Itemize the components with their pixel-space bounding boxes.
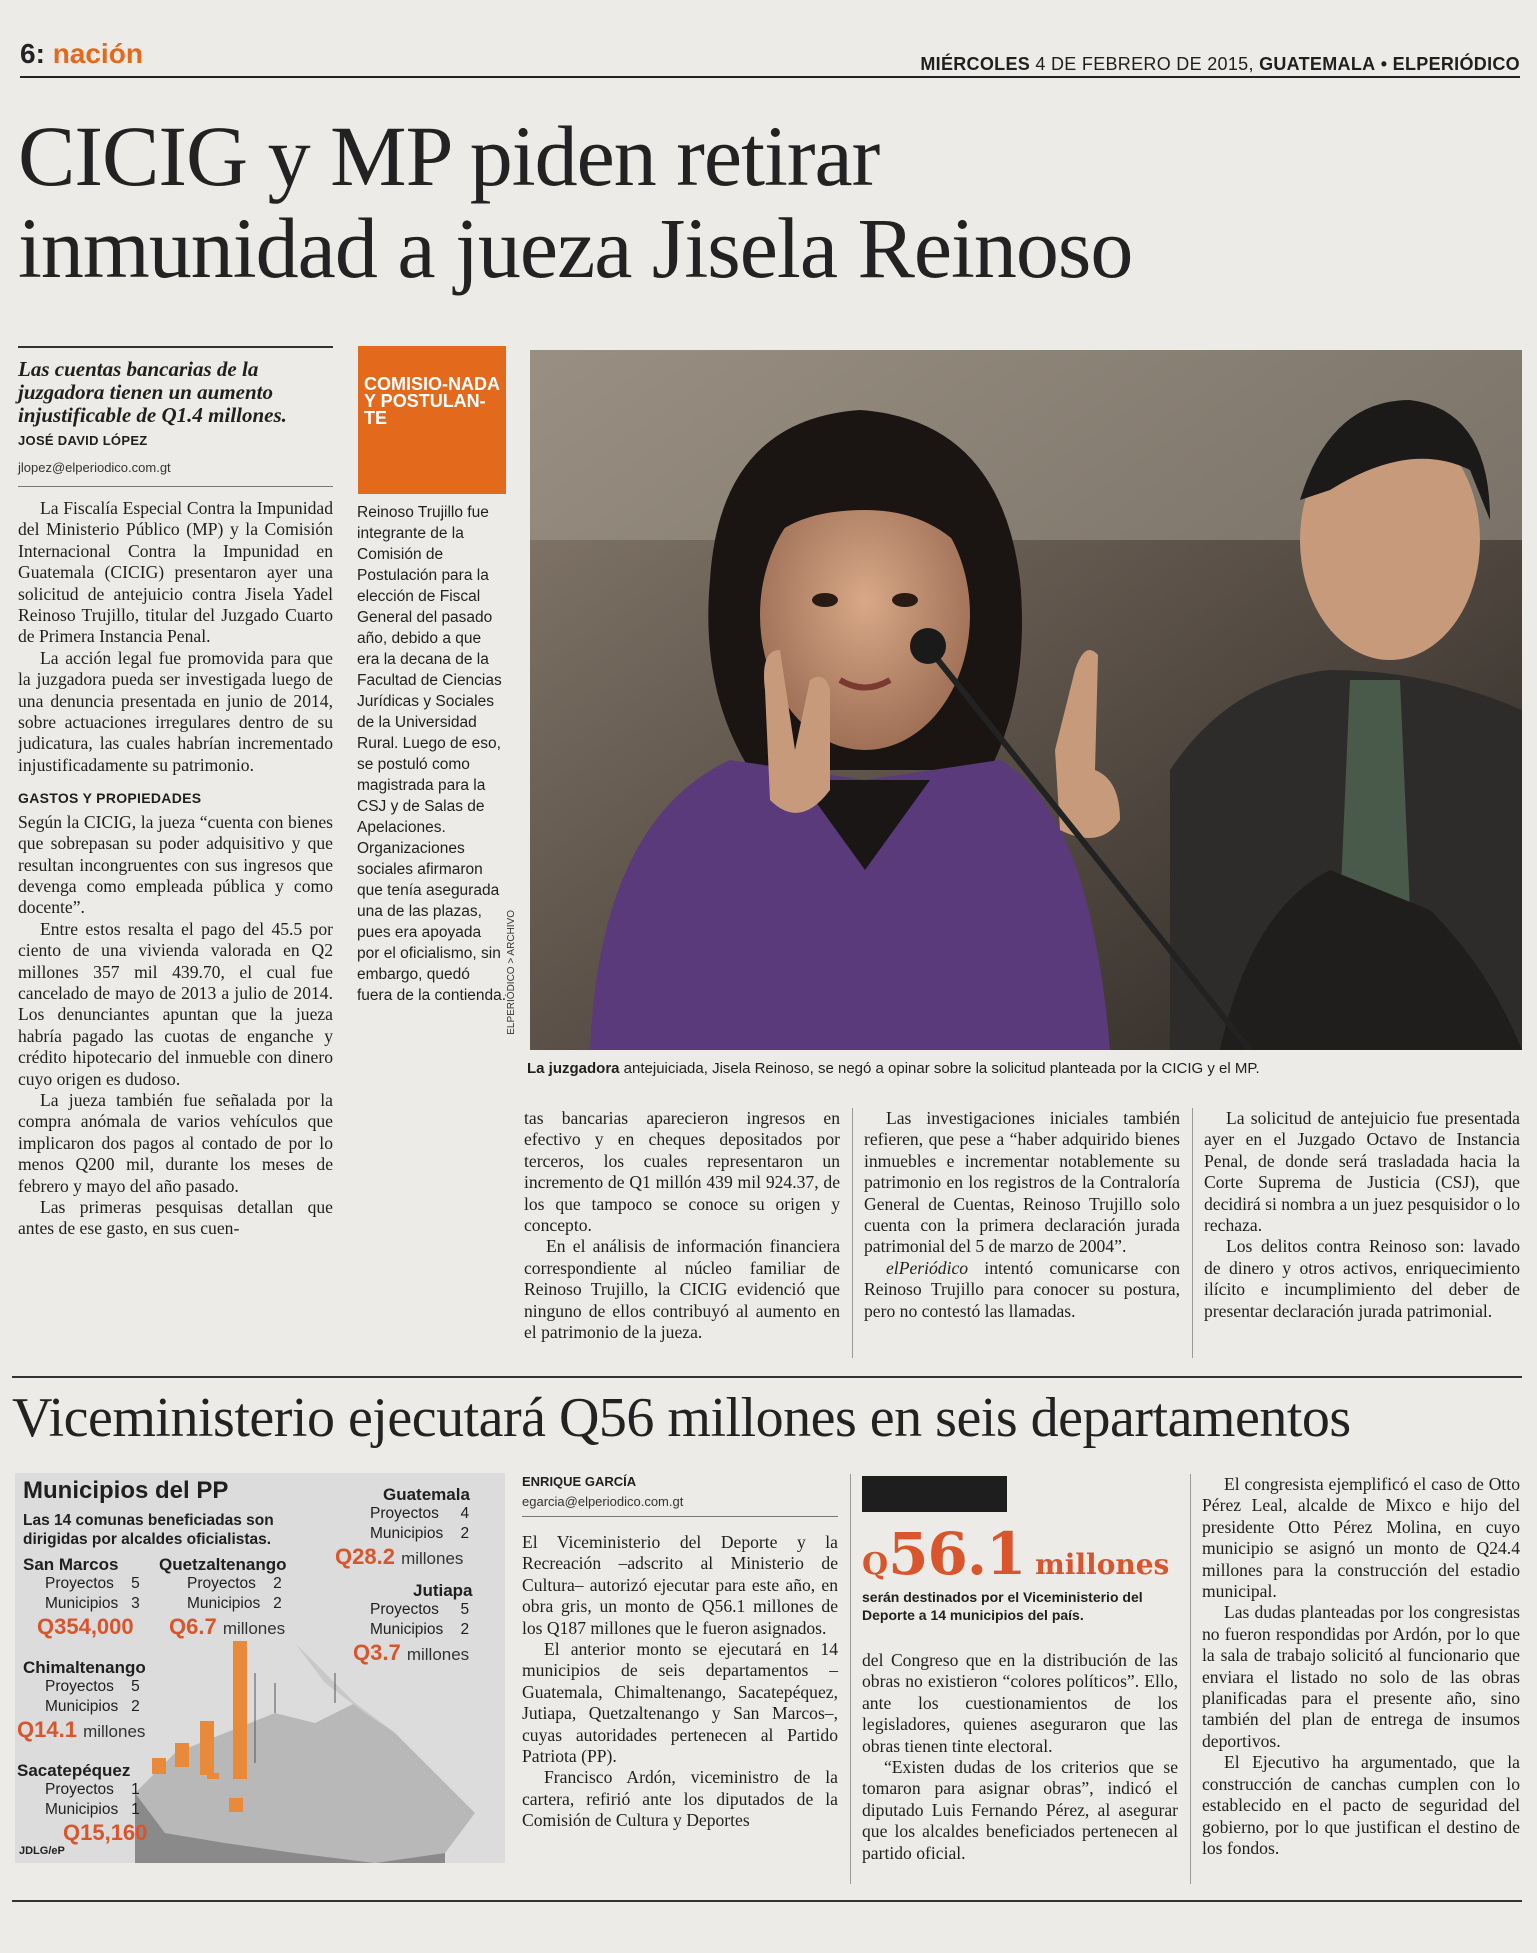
story1-column-1 xyxy=(18,498,333,1240)
proj-label: Proyectos xyxy=(45,1678,114,1695)
mun-label: Municipios xyxy=(370,1621,444,1638)
dept-amount: Q3.7 xyxy=(353,1640,401,1665)
proj-label: Proyectos xyxy=(370,1601,439,1618)
dept-name: Quetzaltenango xyxy=(159,1555,287,1574)
dateline-day: MIÉRCOLES xyxy=(920,54,1031,74)
dept-unit: millones xyxy=(83,1722,146,1741)
paragraph: Los delitos contra Reinoso son: lavado de dinero y otros activos, enriquecimiento ilícito e incumplimiento del deber de presentar declaración jurada patrimonial. xyxy=(1204,1236,1520,1321)
dept-name: Jutiapa xyxy=(413,1581,473,1600)
news-photo xyxy=(530,350,1522,1050)
byline-email-2: egarcia@elperiodico.com.gt xyxy=(522,1494,684,1509)
infographic-credit: JDLG/eP xyxy=(19,1845,65,1857)
mun-label: Municipios xyxy=(187,1595,261,1612)
byline: JOSÉ DAVID LÓPEZ xyxy=(18,433,148,448)
paragraph: del Congreso que en la distribución de las obras no existieron “colores políticos”. Ello, ante los cuestionamientos de los legisladores, quienes aseguraron que las obras tienen tinte electoral. xyxy=(862,1650,1178,1756)
paragraph: El Ejecutivo ha argumentado, que la construcción de canchas cumplen con lo establecido en el pacto de seguridad del gobierno, por lo que justifican el destino de los fondos. xyxy=(1202,1752,1520,1858)
sidebar-title: COMISIO-NADA Y POSTULAN-TE xyxy=(364,374,500,428)
main-headline xyxy=(18,110,1498,294)
paragraph: Las primeras pesquisas detallan que antes de ese gasto, en sus cuen- xyxy=(18,1197,333,1239)
mun-value: 1 xyxy=(131,1801,140,1818)
headline-line-2: inmunidad a jueza Jisela Reinoso xyxy=(18,200,1133,296)
byline-2: ENRIQUE GARCÍA xyxy=(522,1474,637,1489)
caption-lead: La juzgadora xyxy=(527,1060,620,1077)
paper-name-italic: elPeriódico xyxy=(886,1257,969,1278)
photo-caption xyxy=(527,1060,1527,1077)
story2-column-2 xyxy=(522,1532,838,1832)
paragraph: Las dudas planteadas por los congresistas no fueron respondidas por Ardón, por lo que la sala de trabajo solicitó al funcionario que enviara el listado no solo de las obras planificadas para el presente año, sino también del plan de entrega de insumos deportivos. xyxy=(1202,1602,1520,1751)
mun-value: 2 xyxy=(273,1595,282,1612)
dept-name: Guatemala xyxy=(383,1485,470,1504)
dept-amount: Q28.2 xyxy=(335,1544,395,1569)
second-headline: Viceministerio ejecutará Q56 millones en seis departamentos xyxy=(12,1387,1351,1449)
proj-value: 4 xyxy=(460,1505,470,1522)
dept-unit: millones xyxy=(401,1549,464,1568)
story2-column-4 xyxy=(1202,1474,1520,1859)
mun-label: Municipios xyxy=(45,1801,119,1818)
dept-name: Chimaltenango xyxy=(23,1658,146,1677)
bar-quetzaltenango xyxy=(175,1743,189,1767)
proj-label: Proyectos xyxy=(45,1781,114,1798)
bar-guatemala xyxy=(233,1641,247,1779)
deck-rule xyxy=(18,346,333,348)
byline-rule-2 xyxy=(522,1516,838,1517)
proj-value: 5 xyxy=(131,1678,140,1695)
mun-value: 2 xyxy=(460,1621,470,1638)
proj-value: 1 xyxy=(131,1781,140,1798)
story-separator xyxy=(12,1376,1522,1378)
photo-credit: ELPERIÓDICO > ARCHIVO xyxy=(506,910,517,1035)
infographic-municipios xyxy=(15,1473,505,1863)
mun-label: Municipios xyxy=(45,1595,119,1612)
column-divider xyxy=(850,1474,851,1884)
dateline-bullet: • xyxy=(1380,54,1388,74)
dateline xyxy=(920,54,1520,75)
column-divider xyxy=(1190,1474,1191,1884)
dept-amount: Q14.1 xyxy=(17,1717,77,1742)
pull-quote-figure xyxy=(862,1520,1169,1588)
pull-number: 56.1 xyxy=(888,1520,1026,1588)
bar-san-marcos xyxy=(152,1758,166,1774)
bar-chimaltenango xyxy=(200,1721,214,1775)
story1-column-3 xyxy=(864,1108,1180,1322)
subhead: GASTOS Y PROPIEDADES xyxy=(18,790,202,807)
paragraph: La acción legal fue promovida para que la juzgadora pueda ser investigada luego de una denuncia presentada en junio de 2014, sobre actuaciones irregulares dentro de su judicatura, las cuales habrían incrementado injustificadamente su patrimonio. xyxy=(18,647,333,775)
dept-name: San Marcos xyxy=(23,1555,119,1574)
story-deck: Las cuentas bancarias de la juzgadora tienen un aumento injustificable de Q1.4 millones. xyxy=(18,357,287,427)
pull-unit: millones xyxy=(1025,1548,1170,1581)
paragraph: tas bancarias aparecieron ingresos en efectivo y en cheques depositados por terceros, los cuales representaron un incremento de Q1 millón 439 mil 924.37, de los que tampoco se conoce su origen y concepto. xyxy=(524,1108,840,1236)
paragraph: “Existen dudas de los criterios que se tomaron para asignar obras”, indicó el diputado Luis Fernando Pérez, al asegurar que los alcaldes beneficiados pertenecen al partido oficial. xyxy=(862,1757,1178,1863)
paragraph: intentó comunicarse con Reinoso Trujillo para conocer su postura, pero no contestó las llamadas. xyxy=(864,1257,1180,1321)
dept-amount: Q6.7 xyxy=(169,1614,217,1639)
sidebar-title-box xyxy=(358,346,506,494)
photo-illustration xyxy=(530,350,1522,1050)
proj-value: 2 xyxy=(273,1575,282,1592)
dept-name: Sacatepéquez xyxy=(17,1761,131,1780)
column-divider xyxy=(1192,1108,1193,1358)
proj-label: Proyectos xyxy=(370,1505,439,1522)
paragraph: Según la CICIG, la jueza “cuenta con bienes que sobrepasan su poder adquisitivo y que resultan incongruentes con sus ingresos que devenga como empleada pública y como docente”. xyxy=(18,811,333,918)
caption-text: antejuiciada, Jisela Reinoso, se negó a opinar sobre la solicitud planteada por la CICIG y el MP. xyxy=(619,1060,1260,1077)
paragraph: El congresista ejemplificó el caso de Otto Pérez Leal, alcalde de Mixco e hijo del presidente Otto Pérez Molina, en cuyo municipio se asignó un monto de Q24.4 millones para la construcción del estadio municipal. xyxy=(1202,1474,1520,1602)
page-header xyxy=(20,38,1520,78)
paragraph: Francisco Ardón, viceministro de la cartera, refirió ante los diputados de la Comisión de Cultura y Deportes xyxy=(522,1767,838,1831)
dept-unit: millones xyxy=(222,1619,286,1638)
section-separator: : xyxy=(35,38,45,69)
story2-column-3 xyxy=(862,1650,1178,1864)
proj-label: Proyectos xyxy=(45,1575,114,1592)
pull-currency: Q xyxy=(862,1547,889,1582)
infographic-subtitle: Las 14 comunas beneficiadas son dirigidas por alcaldes oficialistas. xyxy=(23,1512,274,1548)
map-illustration xyxy=(115,1643,505,1863)
dept-unit: millones xyxy=(406,1645,470,1664)
proj-value: 5 xyxy=(460,1601,470,1618)
story1-column-4 xyxy=(1204,1108,1520,1322)
page-bottom-rule xyxy=(12,1900,1522,1902)
section-name: nación xyxy=(52,38,143,69)
dateline-city: GUATEMALA xyxy=(1259,54,1376,74)
proj-value: 5 xyxy=(131,1575,140,1592)
mun-label: Municipios xyxy=(45,1698,119,1715)
bar-jutiapa xyxy=(229,1798,243,1812)
mun-value: 3 xyxy=(131,1595,140,1612)
dept-amount: Q354,000 xyxy=(37,1614,134,1639)
page-number: 6 xyxy=(20,38,36,69)
bar-sacatepequez xyxy=(207,1773,219,1779)
story1-column-2 xyxy=(524,1108,840,1343)
byline-email: jlopez@elperiodico.com.gt xyxy=(18,460,171,475)
paragraph: Entre estos resalta el pago del 45.5 por ciento de una vivienda valorada en Q2 millones 357 mil 439.70, el cual fue cancelado de mayo de 2013 a julio de 2014. Los denunciantes apuntan que la jueza habría pagado las cuotas de enganche y crédito hipotecario del inmueble con dinero cuyo origen es dudoso. xyxy=(18,918,333,1089)
dateline-date: 4 DE FEBRERO DE 2015, xyxy=(1035,54,1254,74)
mun-label: Municipios xyxy=(370,1525,444,1542)
paragraph: La jueza también fue señalada por la compra anómala de varios vehículos que implicaron dos pagos al contado de por lo menos Q200 mil, durante los meses de febrero y mayo del año pasado. xyxy=(18,1089,333,1196)
infographic-title: Municipios del PP xyxy=(23,1477,229,1504)
paragraph: La Fiscalía Especial Contra la Impunidad del Ministerio Público (MP) y la Comisión Internacional Contra la Impunidad en Guatemala (CICIG) presentaron ayer una solicitud de antejuicio contra Jisela Yadel Reinoso Trujillo, titular del Juzgado Cuarto de Primera Instancia Penal. xyxy=(18,498,333,647)
proj-label: Proyectos xyxy=(187,1575,256,1592)
byline-rule xyxy=(18,486,333,487)
pull-quote-bar xyxy=(862,1476,1007,1512)
paragraph: La solicitud de antejuicio fue presentada ayer en el Juzgado Octavo de Instancia Penal, de donde será trasladada hacia la Corte Suprema de Justicia (CSJ), que decidirá si nombra a un juez pesquisidor o lo rechaza. xyxy=(1204,1108,1520,1236)
paragraph: En el análisis de información financiera correspondiente al núcleo familiar de Reinoso Trujillo, la CICIG evidenció que ninguno de ellos contribuyó al aumento en el patrimonio de la jueza. xyxy=(524,1236,840,1343)
mun-value: 2 xyxy=(460,1525,470,1542)
pull-quote-text: serán destinados por el Viceministerio del Deporte a 14 municipios del país. xyxy=(862,1589,1143,1623)
section-label xyxy=(20,38,143,70)
headline-line-1: CICIG y MP piden retirar xyxy=(18,108,880,204)
paragraph: El anterior monto se ejecutará en 14 municipios de seis departamentos –Guatemala, Chimaltenango, Sacatepéquez, Jutiapa, Quetzaltenango y San Marcos–, cuyas autoridades pertenecen al Partido Patriota (PP). xyxy=(522,1639,838,1767)
paragraph: Las investigaciones iniciales también refieren, que pese a “haber adquirido bienes inmuebles e incrementar notablemente su patrimonio en los registros de la Contraloría General de Cuentas, Reinoso Trujillo solo cuenta con la primera declaración jurada patrimonial del 5 de marzo de 2004”. xyxy=(864,1108,1180,1257)
mun-value: 2 xyxy=(131,1698,140,1715)
newspaper-name: ELPERIÓDICO xyxy=(1392,54,1520,74)
paragraph: El Viceministerio del Deporte y la Recreación –adscrito al Ministerio de Cultura– autorizó ejecutar para este año, en obra gris, un monto de Q56.1 millones de los Q187 millones que le fueron asignados. xyxy=(522,1532,838,1638)
sidebar-text: Reinoso Trujillo fue integrante de la Comisión de Postulación para la elección de Fiscal General del pasado año, debido a que era la decana de la Facultad de Ciencias Jurídicas y Sociales de la Universidad Rural. Luego de eso, se postuló como magistrada para la CSJ y de Salas de Apelaciones. Organizaciones sociales afirmaron que tenía asegurada una de las plazas, pues era apoyada por el oficialismo, sin embargo, quedó fuera de la contienda. xyxy=(357,504,507,1004)
column-divider xyxy=(852,1108,853,1358)
dept-amount: Q15,160 xyxy=(63,1820,148,1845)
